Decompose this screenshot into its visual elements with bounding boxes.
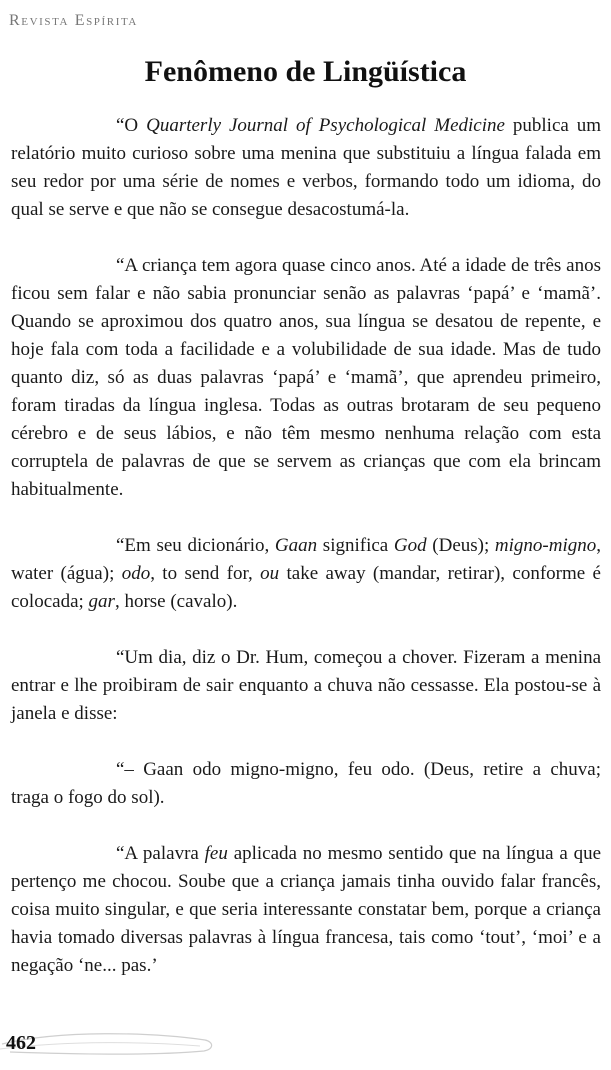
italic-text: Quarterly Journal of Psychological Medicine <box>146 115 505 136</box>
paragraph <box>11 252 601 504</box>
paragraph <box>11 840 601 980</box>
italic-text: Gaan <box>274 535 318 556</box>
italic-text: gar <box>88 591 115 612</box>
text-run: publica um relatório muito curioso sobre uma menina que substituiu a língua falada em seu redor por uma série de nomes e verbos, formando todo um idioma, do qual se serve e que não se consegue desacostumá-la. <box>11 115 602 220</box>
italic-text: ou <box>260 563 280 584</box>
paragraph <box>11 112 601 224</box>
text-run: (Deus); <box>426 535 495 556</box>
italic-text: God <box>393 535 427 556</box>
text-run: “O <box>116 115 147 136</box>
text-run: , water (água); <box>11 535 601 584</box>
text-run: take away (mandar, retirar), conforme é colocada; <box>11 563 601 612</box>
text-run: “Um dia, diz o Dr. Hum, começou a chover. Fizeram a menina entrar e lhe proibiram de sair enquanto a chuva não cessasse. Ela postou-se à janela e disse: <box>11 647 601 724</box>
text-run: , horse (cavalo). <box>114 591 238 612</box>
text-run: “A palavra <box>116 843 205 864</box>
article-title: Fenômeno de Lingüística <box>144 55 467 88</box>
text-run: “– Gaan odo migno-migno, feu odo. (Deus, retire a chuva; traga o fogo do sol). <box>11 759 601 808</box>
paragraph <box>11 756 601 812</box>
text-run: “Em seu dicionário, <box>116 535 275 556</box>
text-run: , to send for, <box>150 563 261 584</box>
text-run: aplicada no mesmo sentido que na língua a que pertenço me chocou. Soube que a criança jamais tinha ouvido falar francês, coisa muito singular, e que seria interessante constatar bem, porque a criança havia tomado diversas palavras à língua francesa, tais como ‘tout’, ‘moi’ e a negação ‘ne... pas.’ <box>11 843 601 976</box>
text-run: significa <box>317 535 394 556</box>
running-head: Revista Espírita <box>9 12 138 29</box>
paragraph <box>11 644 601 728</box>
italic-text: odo <box>121 563 151 584</box>
page-number: 462 <box>6 1032 36 1054</box>
article-body <box>11 112 601 1008</box>
italic-text: feu <box>204 843 228 864</box>
paragraph <box>11 532 601 616</box>
italic-text: migno-migno <box>494 535 597 556</box>
text-run: “A criança tem agora quase cinco anos. Até a idade de três anos ficou sem falar e não sabia pronunciar senão as palavras ‘papá’ e ‘mamã’. Quando se aproximou dos quatro anos, sua língua se desatou de repente, e hoje fala com toda a facilidade e a volubilidade de sua idade. Mas de tudo quanto diz, só as duas palavras ‘papá’ e ‘mamã’, que aprendeu primeiro, foram tiradas da língua inglesa. Todas as outras brotaram de seu pequeno cérebro e de seus lábios, e não têm mesmo nenhuma relação com esta corruptela de palavras de que se servem as crianças que com ela brincam habitualmente. <box>11 255 601 500</box>
